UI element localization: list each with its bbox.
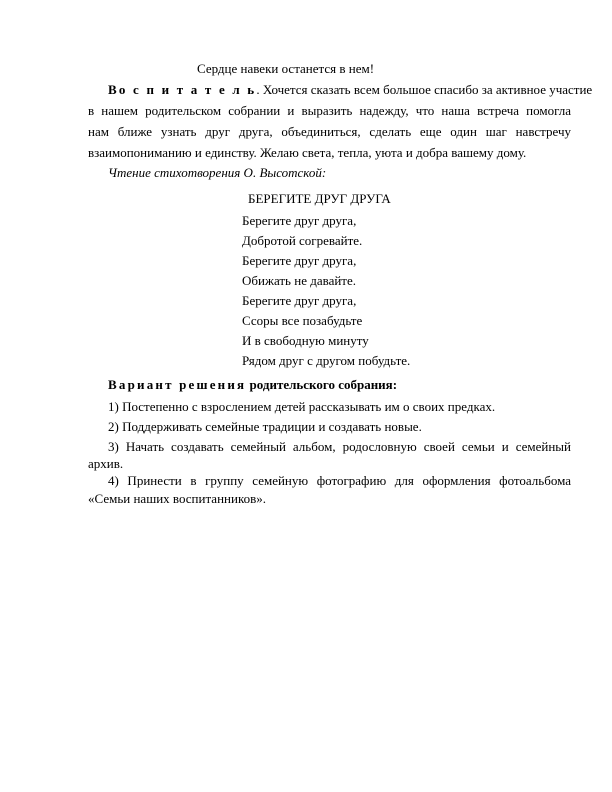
speaker-sep: .: [256, 82, 260, 97]
decision-item-continuation: архив.: [88, 456, 124, 471]
poem-line: Ссоры все позабудьте: [242, 313, 363, 328]
poem-line: Берегите друг друга,: [242, 253, 357, 268]
poem-intro: Чтение стихотворения О. Высотской:: [108, 165, 327, 180]
decision-item-continuation: «Семьи наших воспитанников».: [88, 491, 266, 506]
decision-item: 2) Поддерживать семейные традиции и создавать новые.: [108, 419, 422, 434]
poem-line: Обижать не давайте.: [242, 273, 356, 288]
decision-item: 4) Принести в группу семейную фотографию для оформления фотоальбома: [108, 473, 571, 488]
poem-title: БЕРЕГИТЕ ДРУГ ДРУГА: [248, 191, 391, 206]
poem-line: Берегите друг друга,: [242, 213, 357, 228]
speech-line-4: взаимопониманию и единству. Желаю света, тепла, уюта и добра вашему дому.: [88, 145, 527, 160]
speech-line-1: [108, 81, 592, 98]
decision-item: 3) Начать создавать семейный альбом, родословную своей семьи и семейный: [108, 439, 571, 454]
speech-line-1-text: Хочется сказать всем большое спасибо за активное участие: [262, 82, 593, 97]
speech-line-3: нам ближе узнать друг друга, объединиться, сделать еще один шаг навстречу: [88, 124, 571, 139]
poem-line: Берегите друг друга,: [242, 293, 357, 308]
decision-item: 1) Постепенно с взрослением детей рассказывать им о своих предках.: [108, 399, 496, 414]
speaker-label: Во с п и т а т е л ь: [108, 82, 257, 97]
speech-line-2: в нашем родительском собрании и выразить надежду, что наша встреча помогла: [88, 103, 571, 118]
poem-line: И в свободную минуту: [242, 333, 369, 348]
decision-heading-rest: родительского собрания:: [249, 377, 398, 392]
intro-line: Сердце навеки останется в нем!: [197, 61, 375, 76]
decision-heading: [108, 376, 397, 393]
poem-line: Добротой согревайте.: [242, 233, 363, 248]
poem-line: Рядом друг с другом побудьте.: [242, 353, 411, 368]
decision-heading-spaced: Вариант решения: [108, 377, 247, 392]
